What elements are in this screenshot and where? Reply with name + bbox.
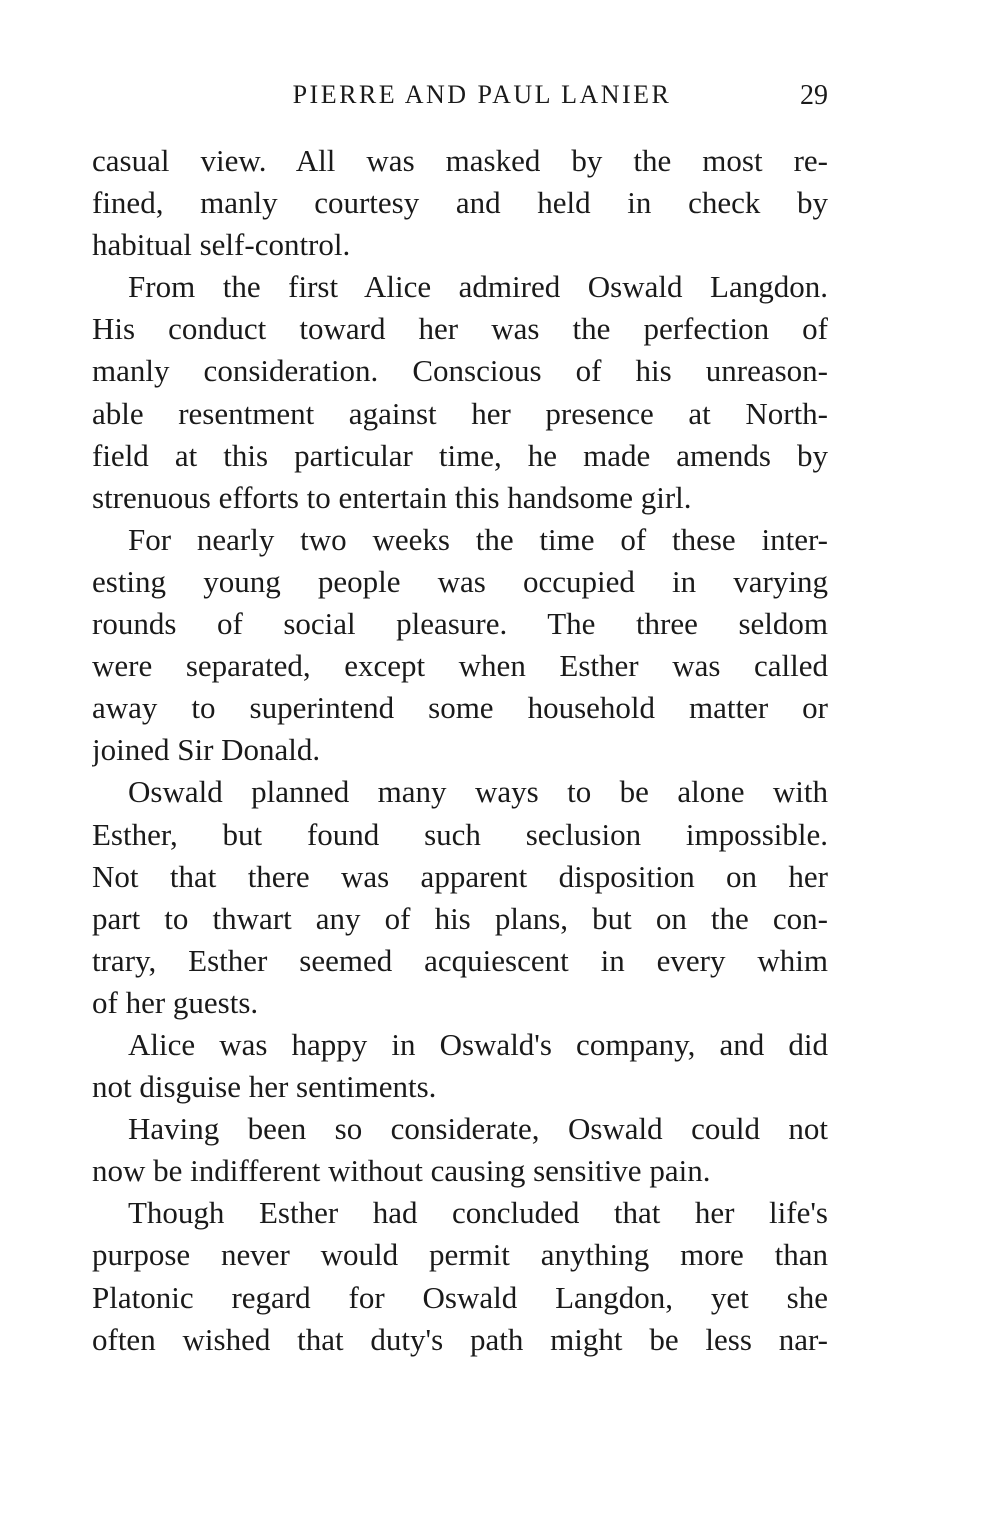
- page-number: 29: [800, 80, 828, 111]
- text-line: esting young people was occupied in varying: [92, 563, 828, 599]
- text-line: not disguise her sentiments.: [92, 1069, 437, 1105]
- paragraph-first-line: Though Esther had concluded that her life's: [128, 1195, 828, 1231]
- text-line: joined Sir Donald.: [92, 732, 321, 768]
- text-line: habitual self-control.: [92, 227, 351, 263]
- text-line: manly consideration. Conscious of his unreason-: [92, 353, 828, 389]
- text-line: rounds of social pleasure. The three seldom: [92, 606, 828, 642]
- paragraph-first-line: Alice was happy in Oswald's company, and did: [128, 1026, 828, 1062]
- running-head: [92, 76, 828, 122]
- text-line: Platonic regard for Oswald Langdon, yet she: [92, 1279, 828, 1315]
- text-line: Not that there was apparent disposition on her: [92, 858, 828, 894]
- paragraph-first-line: From the first Alice admired Oswald Langdon.: [128, 269, 828, 305]
- text-line: purpose never would permit anything more than: [92, 1237, 828, 1273]
- text-line: now be indifferent without causing sensitive pain.: [92, 1153, 711, 1189]
- running-title: PIERRE AND PAUL LANIER: [292, 80, 672, 109]
- text-line: were separated, except when Esther was called: [92, 648, 828, 684]
- body-text: [92, 140, 828, 1361]
- text-line: able resentment against her presence at North-: [92, 395, 828, 431]
- text-line: His conduct toward her was the perfection of: [92, 311, 828, 347]
- text-line: Esther, but found such seclusion impossible.: [92, 816, 828, 852]
- paragraph-first-line: For nearly two weeks the time of these inter-: [128, 521, 828, 557]
- text-line: casual view. All was masked by the most re-: [92, 143, 828, 178]
- text-line: often wished that duty's path might be less nar-: [92, 1321, 828, 1357]
- text-line: trary, Esther seemed acquiescent in every whim: [92, 942, 828, 978]
- paragraph-first-line: Having been so considerate, Oswald could not: [128, 1111, 828, 1147]
- text-line: field at this particular time, he made amends by: [92, 437, 828, 473]
- text-line: fined, manly courtesy and held in check by: [92, 185, 828, 221]
- paragraph-first-line: Oswald planned many ways to be alone with: [128, 774, 828, 810]
- text-line: away to superintend some household matter or: [92, 690, 828, 726]
- text-line: of her guests.: [92, 984, 259, 1020]
- text-line: strenuous efforts to entertain this handsome girl.: [92, 479, 692, 515]
- text-line: part to thwart any of his plans, but on the con-: [92, 900, 828, 936]
